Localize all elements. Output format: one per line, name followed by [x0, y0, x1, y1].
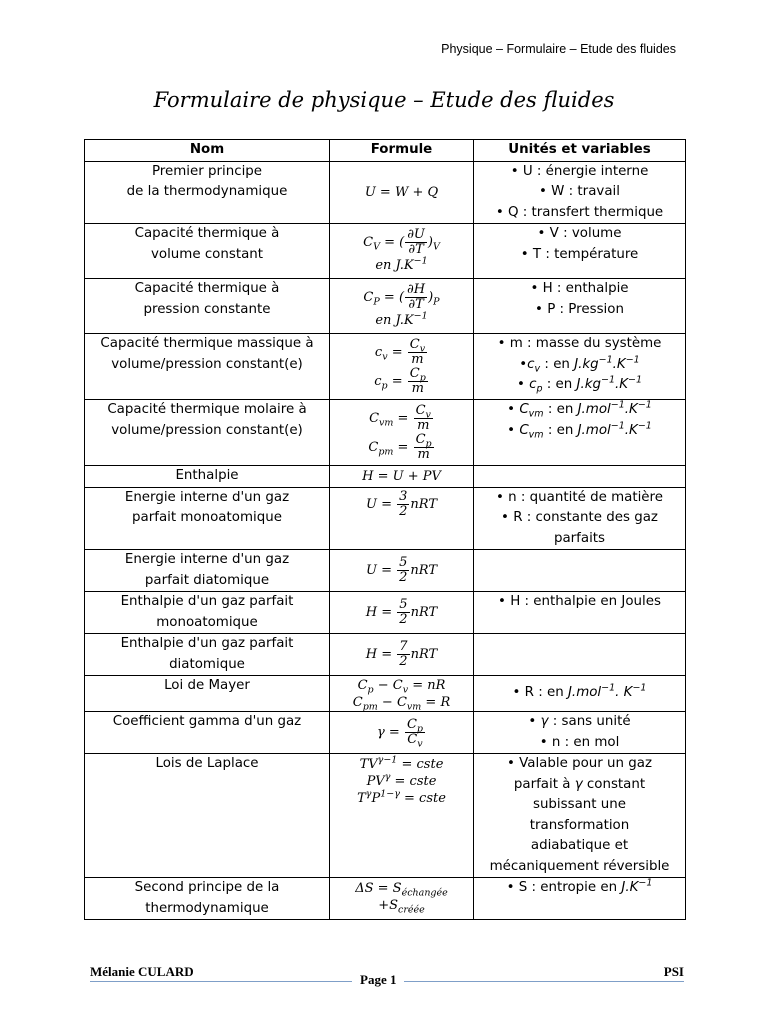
units-line: $•c_v$ : en $J.kg^{-1}.K^{-1}$ — [519, 354, 640, 375]
name-line: parfait monoatomique — [132, 510, 282, 525]
name-line: Enthalpie d'un gaz parfait — [120, 594, 294, 609]
name-line: volume constant — [150, 246, 264, 262]
row-formula: $C_V$ = ( $\frac{\partial U}{\partial T}$ )$_V$ en $J.K^{-1}$ — [330, 224, 474, 279]
name-line: Capacité thermique massique à — [100, 336, 314, 351]
units-line: • $C_{vm}$ : en $J.mol^{-1}.K^{-1}$ — [507, 420, 652, 441]
row-formula: U = $\frac{3}{2}$ nRT — [330, 487, 474, 550]
row-units — [474, 224, 686, 279]
row-units — [474, 712, 686, 754]
row-units — [474, 676, 686, 712]
name-line: Enthalpie — [175, 468, 239, 483]
table-row — [85, 754, 686, 878]
row-name — [85, 878, 330, 920]
row-formula: $c_v$ = $\frac{C_v}{m}$ $c_p$ = $\frac{C_p}{m}$ — [330, 334, 474, 400]
units-line: • W : travail — [539, 184, 620, 199]
row-name — [85, 161, 330, 224]
table-row — [85, 400, 686, 466]
row-units — [474, 400, 686, 466]
units-line: • P : Pression — [535, 301, 624, 317]
column-header-formule: Formule — [330, 140, 474, 162]
row-name — [85, 487, 330, 550]
name-line: pression constante — [143, 301, 271, 317]
row-units — [474, 466, 686, 488]
units-line: • n : en mol — [539, 734, 620, 750]
table-row — [85, 334, 686, 400]
units-line: • V : volume — [537, 226, 622, 241]
row-name — [85, 634, 330, 676]
table-row — [85, 466, 686, 488]
name-line: thermodynamique — [145, 900, 269, 916]
row-name — [85, 550, 330, 592]
name-line: de la thermodynamique — [126, 184, 288, 199]
name-line: Capacité thermique à — [134, 226, 280, 241]
table-row — [85, 550, 686, 592]
row-name — [85, 754, 330, 878]
table-row — [85, 712, 686, 754]
units-line: adiabatique et — [530, 838, 629, 853]
row-units — [474, 878, 686, 920]
name-line: parfait diatomique — [144, 572, 270, 588]
column-header-nom: Nom — [85, 140, 330, 162]
running-header: Physique – Formulaire – Etude des fluides — [441, 42, 676, 56]
table-row — [85, 676, 686, 712]
footer-class: PSI — [663, 964, 684, 979]
row-units — [474, 754, 686, 878]
row-units — [474, 161, 686, 224]
units-line: • Q : transfert thermique — [495, 204, 664, 220]
row-units — [474, 634, 686, 676]
units-line: transformation — [529, 817, 630, 833]
units-line: • $C_{vm}$ : en $J.mol^{-1}.K^{-1}$ — [507, 399, 652, 420]
name-line: Lois de Laplace — [155, 756, 259, 771]
units-line: • H : enthalpie en Joules — [498, 594, 661, 609]
row-formula: U = $\frac{5}{2}$ nRT — [330, 550, 474, 592]
row-units — [474, 334, 686, 400]
row-name — [85, 224, 330, 279]
units-line: • $c_p$ : en $J.kg^{-1}.K^{-1}$ — [516, 374, 643, 395]
name-line: monoatomique — [156, 614, 258, 630]
footer-page-number: Page 1 — [352, 972, 404, 988]
row-units — [474, 279, 686, 334]
units-line: • m : masse du système — [497, 336, 662, 351]
units-line: parfaits — [553, 530, 606, 546]
row-formula: $C_{vm}$ = $\frac{C_v}{m}$ $C_{pm}$ = $\frac{C_p}{m}$ — [330, 400, 474, 466]
row-name — [85, 466, 330, 488]
row-formula: $\Delta S = S_{échangée}$ $+S_{créée}$ — [330, 878, 474, 920]
row-name — [85, 279, 330, 334]
name-line: Capacité thermique à — [134, 281, 280, 296]
row-formula: γ = $\frac{C_p}{C_v}$ — [330, 712, 474, 754]
table-row — [85, 878, 686, 920]
row-formula: $C_P$ = ( $\frac{\partial H}{\partial T}$ )$_P$ en $J.K^{-1}$ — [330, 279, 474, 334]
name-line: Energie interne d'un gaz — [124, 552, 290, 567]
row-name — [85, 400, 330, 466]
column-header-unites: Unités et variables — [474, 140, 686, 162]
units-line: subissant une — [532, 797, 627, 812]
name-line: Energie interne d'un gaz — [124, 489, 290, 505]
page-footer — [90, 962, 684, 992]
units-line: parfait à γ constant — [513, 776, 646, 792]
table-row — [85, 592, 686, 634]
table-row — [85, 161, 686, 224]
name-line: Premier principe — [151, 163, 263, 179]
units-line: • n : quantité de matière — [496, 489, 663, 505]
row-name — [85, 676, 330, 712]
table-header-row — [85, 140, 686, 162]
row-name — [85, 592, 330, 634]
row-formula: H = $\frac{5}{2}$ nRT — [330, 592, 474, 634]
row-units — [474, 487, 686, 550]
table-row — [85, 279, 686, 334]
row-formula: H = $\frac{7}{2}$ nRT — [330, 634, 474, 676]
units-line: • Valable pour un gaz — [506, 756, 653, 771]
row-name — [85, 334, 330, 400]
row-units — [474, 592, 686, 634]
units-line: • R : en J.mol$^{-1}$. $K^{-1}$ — [512, 682, 647, 701]
document-title: Formulaire de physique – Etude des fluides — [153, 88, 615, 112]
table-row — [85, 487, 686, 550]
name-line: diatomique — [169, 656, 245, 672]
units-line: • S : entropie en $J.K^{-1}$ — [506, 877, 653, 895]
table-row — [85, 224, 686, 279]
name-line: Loi de Mayer — [164, 678, 250, 693]
row-formula: U = W + Q — [330, 161, 474, 224]
name-line: volume/pression constant(e) — [111, 422, 303, 438]
formula-table — [84, 139, 686, 920]
row-formula: $TV^{\gamma-1}$ = cste $PV^\gamma$ = cste $T^\gamma P^{1-\gamma}$ = cste — [330, 754, 474, 878]
name-line: volume/pression constant(e) — [111, 356, 303, 372]
units-line: mécaniquement réversible — [489, 858, 670, 874]
row-formula: $C_p - C_v$ = nR $C_{pm} - C_{vm} = R$ — [330, 676, 474, 712]
footer-author: Mélanie CULARD — [90, 964, 194, 979]
name-line: Capacité thermique molaire à — [107, 402, 307, 417]
row-formula: H = U + PV — [330, 466, 474, 488]
units-line: • γ : sans unité — [528, 714, 631, 729]
units-line: • H : enthalpie — [530, 281, 629, 296]
name-line: Second principe de la — [134, 880, 280, 895]
units-line: • U : énergie interne — [510, 163, 649, 179]
units-line: • R : constante des gaz — [501, 510, 658, 525]
row-units — [474, 550, 686, 592]
name-line: Enthalpie d'un gaz parfait — [120, 636, 294, 651]
name-line: Coefficient gamma d'un gaz — [112, 714, 302, 729]
row-name — [85, 712, 330, 754]
table-row — [85, 634, 686, 676]
units-line: • T : température — [520, 246, 639, 262]
